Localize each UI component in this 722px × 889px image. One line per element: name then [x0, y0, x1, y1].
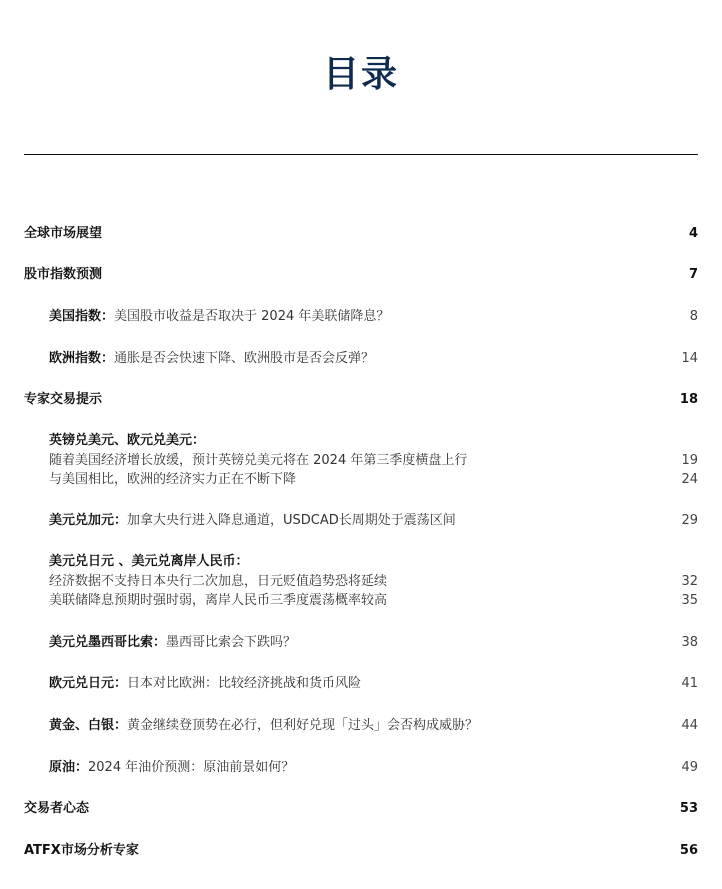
- toc-entry-gold-silver[interactable]: [49, 717, 698, 735]
- toc-entry-label: [49, 675, 361, 693]
- toc-entry-label: [49, 308, 389, 326]
- toc-page-number: 19: [681, 453, 698, 468]
- toc-entry-prefix: 欧元兑日元：: [49, 676, 128, 691]
- toc-entry-label: 全球市场展望: [24, 226, 103, 241]
- toc-page-number: 53: [679, 801, 698, 816]
- toc-page-number: 24: [681, 472, 698, 487]
- toc-entry-text: 2024 年油价预测：原油前景如何？: [88, 760, 295, 775]
- toc-group-heading: 英镑兑美元、欧元兑美元：: [49, 433, 206, 448]
- toc-entry-text: 日本对比欧洲：比较经济挑战和货币风险: [127, 676, 362, 691]
- toc-entry-sentiment[interactable]: [24, 800, 698, 818]
- toc-entry-text: 黄金继续登顶势在必行，但利好兑现「过头」会否构成威胁？: [127, 718, 479, 733]
- toc-entry-text: 美联储降息预期时强时弱，离岸人民币三季度震荡概率较高: [49, 593, 388, 608]
- toc-entry-oil[interactable]: [49, 759, 698, 777]
- toc-entry-eurusd[interactable]: [49, 471, 698, 489]
- toc-entry-usdcnh[interactable]: [49, 592, 698, 610]
- toc-entry-text: 通胀是否会快速下降、欧洲股市是否会反弹？: [114, 351, 375, 366]
- page-title: 目录: [322, 54, 399, 95]
- toc-entry-expert-tips[interactable]: [24, 391, 698, 409]
- toc-entry-usdjpy[interactable]: [49, 573, 698, 591]
- toc-entry-usdmxn[interactable]: [49, 634, 698, 652]
- toc-entry-label: 专家交易提示: [24, 392, 103, 407]
- toc-entry-label: 交易者心态: [24, 801, 90, 816]
- toc-page-number: 56: [679, 843, 698, 858]
- toc-page-number: 14: [681, 351, 698, 366]
- toc-entry-prefix: 美元兑墨西哥比索：: [49, 635, 167, 650]
- toc-entry-eurjpy[interactable]: [49, 675, 698, 693]
- toc-entry-us-index[interactable]: [49, 308, 698, 326]
- toc-entry-prefix: 黄金、白银：: [49, 718, 128, 733]
- toc-entry-text: 随着美国经济增长放缓，预计英镑兑美元将在 2024 年第三季度横盘上行: [49, 453, 468, 468]
- toc-entry-text: 经济数据不支持日本央行二次加息，日元贬值趋势恐将延续: [49, 574, 388, 589]
- toc-entry-experts[interactable]: [24, 842, 698, 860]
- toc-entry-text: 加拿大央行进入降息通道，USDCAD长周期处于震荡区间: [127, 513, 456, 528]
- toc-page-number: 18: [679, 392, 698, 407]
- toc-page-number: 38: [681, 635, 698, 650]
- toc-group-heading-usdjpy-cnh: [49, 553, 698, 571]
- toc-entry-prefix: 美元兑加元：: [49, 513, 128, 528]
- toc-entry-label: [49, 350, 374, 368]
- toc-entry-text: 与美国相比，欧洲的经济实力正在不断下降: [49, 472, 297, 487]
- toc-entry-label: [49, 759, 294, 777]
- toc-entry-prefix: 美国指数：: [49, 309, 115, 324]
- toc-entry-label: 股市指数预测: [24, 267, 103, 282]
- toc-entry-index-forecast[interactable]: [24, 266, 698, 284]
- toc-entry-label: ATFX市场分析专家: [24, 843, 139, 858]
- toc-page-number: 4: [688, 226, 698, 241]
- toc-entry-global-outlook[interactable]: [24, 225, 698, 243]
- toc-entry-gbpusd[interactable]: [49, 452, 698, 470]
- toc-entry-eu-index[interactable]: [49, 350, 698, 368]
- toc-entry-label: [49, 512, 456, 530]
- toc-page-number: 7: [688, 267, 698, 282]
- toc-page-number: 41: [681, 676, 698, 691]
- toc-entry-prefix: 原油：: [49, 760, 89, 775]
- toc-entry-prefix: 欧洲指数：: [49, 351, 115, 366]
- toc-entry-label: [49, 717, 478, 735]
- toc-page-number: 32: [681, 574, 698, 589]
- toc-page-number: 29: [681, 513, 698, 528]
- toc-page-number: 8: [689, 309, 698, 324]
- toc-page-number: 35: [681, 593, 698, 608]
- toc-entry-usdcad[interactable]: [49, 512, 698, 530]
- toc-entry-text: 美国股市收益是否取决于 2024 年美联储降息？: [114, 309, 390, 324]
- toc-page-number: 49: [681, 760, 698, 775]
- toc-page-number: 44: [681, 718, 698, 733]
- title-divider: [24, 154, 698, 155]
- toc-group-heading-gbp-eur: [49, 432, 698, 450]
- toc-entry-label: [49, 634, 296, 652]
- toc-group-heading: 美元兑日元 、美元兑离岸人民币：: [49, 554, 249, 569]
- toc-entry-text: 墨西哥比索会下跌吗？: [166, 635, 297, 650]
